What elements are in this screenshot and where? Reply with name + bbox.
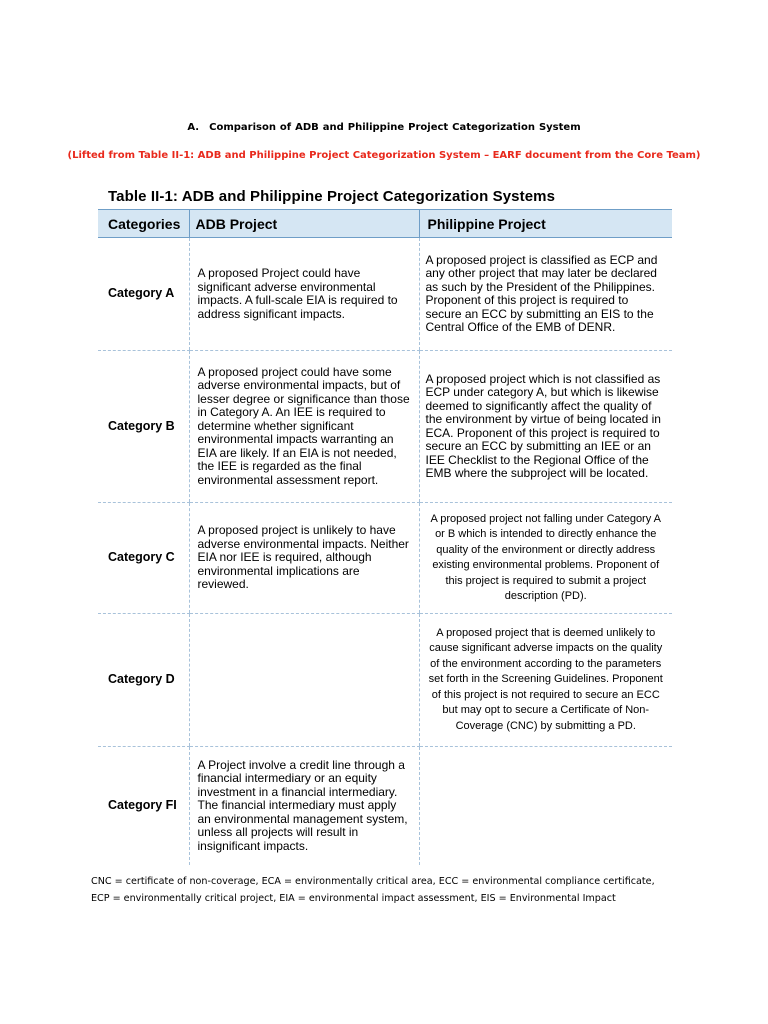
table-row bbox=[98, 238, 672, 351]
adb-description: A proposed project could have some adverse environmental impacts, but of lesser degree or significance than those in Category A. An IEE is required to determine whether significant environmental impacts warranting an EIA are likely. If an EIA is not needed, the IEE is regarded as the final environmental assessment report. bbox=[189, 351, 419, 503]
category-label: Category B bbox=[98, 351, 189, 503]
categorization-table bbox=[98, 209, 672, 865]
table-header-row bbox=[98, 210, 672, 238]
adb-description: A proposed Project could have significant adverse environmental impacts. A full-scale EIA is required to address significant impacts. bbox=[189, 238, 419, 351]
footnote-line: CNC = certificate of non-coverage, ECA = environmentally critical area, ECC = environmental compliance certificate, bbox=[91, 876, 655, 887]
philippine-description: A proposed project not falling under Category A or B which is intended to directly enhance the quality of the environment or directly address existing environmental problems. Proponent of this project is required to submit a project description (PD). bbox=[419, 503, 672, 614]
category-label: Category FI bbox=[108, 798, 177, 813]
header-philippine-project: Philippine Project bbox=[419, 210, 672, 238]
category-label: Category C bbox=[98, 503, 189, 614]
section-heading-text: Comparison of ADB and Philippine Project Categorization System bbox=[209, 122, 581, 133]
table-row bbox=[98, 614, 672, 747]
source-note: (Lifted from Table II-1: ADB and Philippine Project Categorization System – EARF document from the Core Team) bbox=[67, 150, 701, 161]
footnote-line: ECP = environmentally critical project, EIA = environmental impact assessment, EIS = Environmental Impact bbox=[91, 893, 616, 904]
header-categories: Categories bbox=[98, 210, 189, 238]
category-label: Category D bbox=[98, 614, 189, 747]
philippine-description: A proposed project is classified as ECP and any other project that may later be declared as such by the President of the Philippines. Proponent of this project is required to secure an ECC by submitting an EIS to the Central Office of the EMB of DENR. bbox=[419, 238, 672, 351]
table-row bbox=[98, 503, 672, 614]
section-marker: A. bbox=[187, 122, 200, 133]
philippine-description: A proposed project that is deemed unlikely to cause significant adverse impacts on the quality of the environment according to the parameters set forth in the Screening Guidelines. Proponent of this project is not required to secure an ECC but may opt to secure a Certificate of Non-Coverage (CNC) by submitting a PD. bbox=[419, 614, 672, 747]
table-row bbox=[98, 747, 672, 866]
category-label: Category A bbox=[98, 238, 189, 351]
adb-description: A Project involve a credit line through a financial intermediary or an equity investment in a financial intermediary. The financial intermediary must apply an environmental management system, unless all projects will result in insignificant impacts. bbox=[189, 747, 419, 866]
adb-description bbox=[189, 614, 419, 747]
philippine-description bbox=[419, 747, 672, 866]
section-heading bbox=[0, 122, 768, 133]
adb-description: A proposed project is unlikely to have adverse environmental impacts. Neither EIA nor IEE is required, although environmental implications are reviewed. bbox=[189, 503, 419, 614]
abbreviations-footnote bbox=[91, 873, 691, 907]
header-adb-project: ADB Project bbox=[189, 210, 419, 238]
table-title: Table II-1: ADB and Philippine Project Categorization Systems bbox=[108, 188, 556, 205]
table-row bbox=[98, 351, 672, 503]
philippine-description: A proposed project which is not classified as ECP under category A, but which is likewise deemed to significantly affect the quality of the environment by virtue of being located in ECA. Proponent of this project is required to secure an ECC by submitting an IEE or an IEE Checklist to the Regional Office of the EMB where the subproject will be located. bbox=[419, 351, 672, 503]
